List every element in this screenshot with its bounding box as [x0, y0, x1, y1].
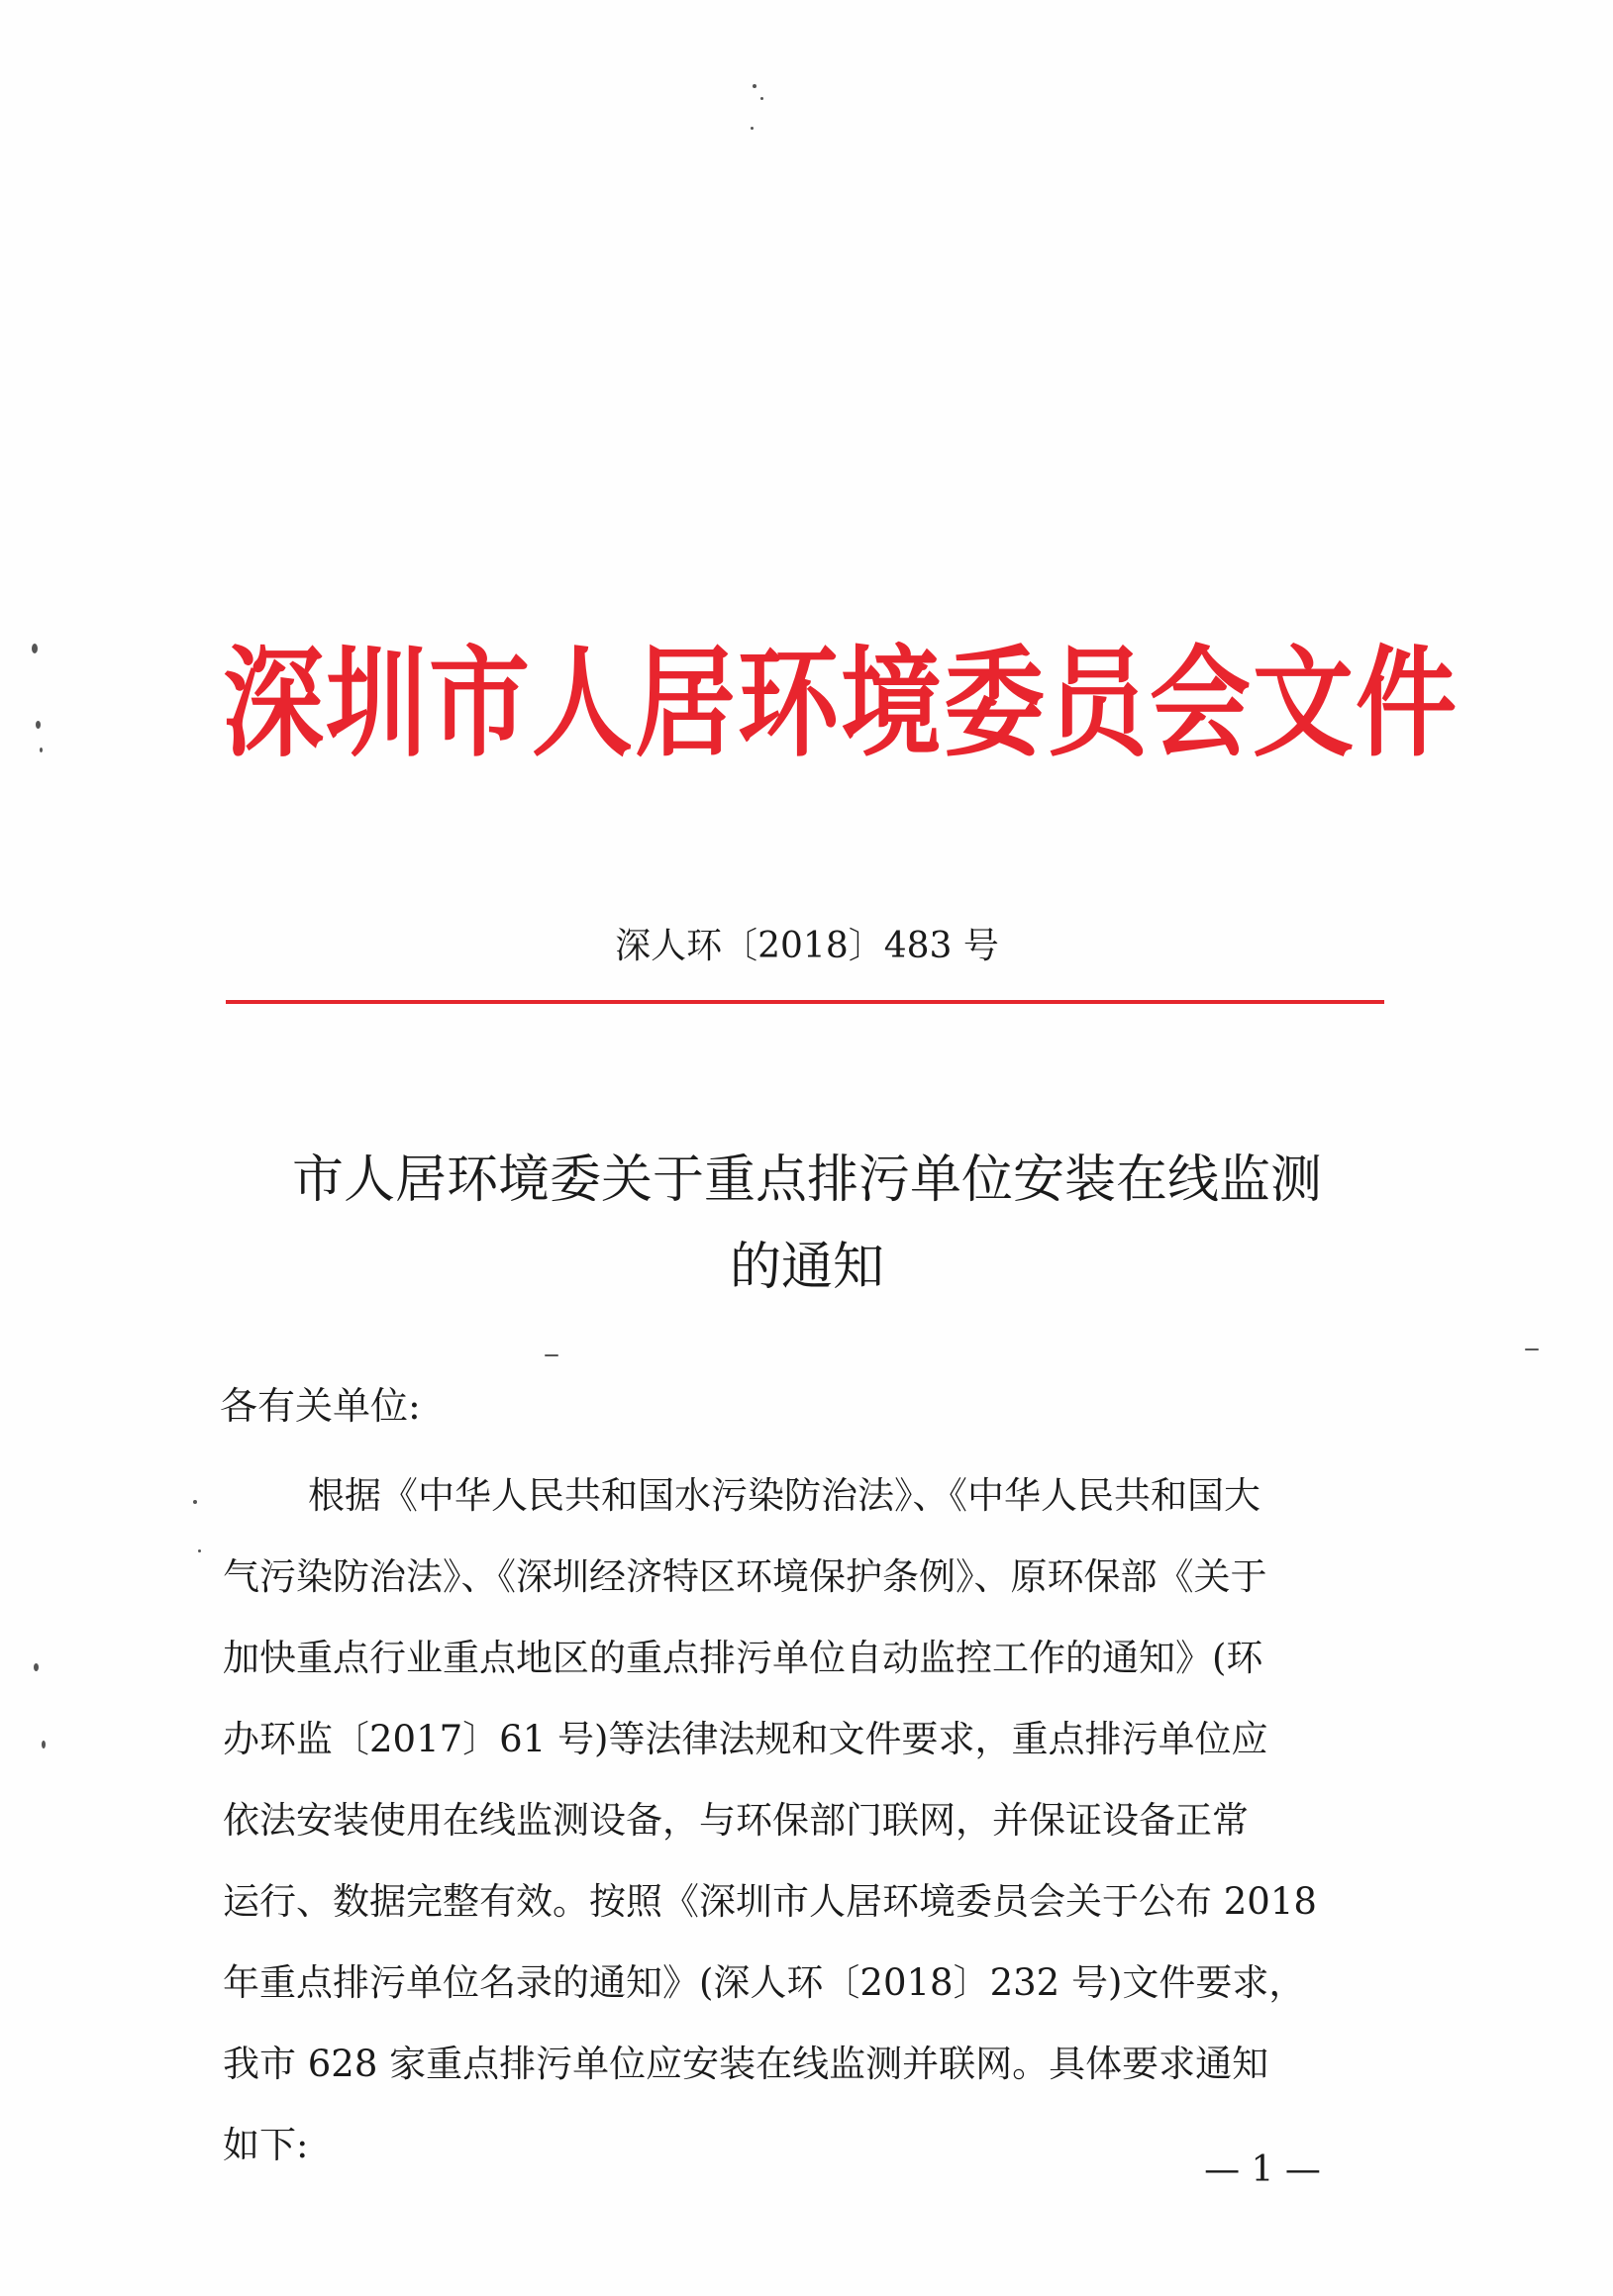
- body-line: 如下:: [223, 2124, 309, 2166]
- scan-speck: [760, 97, 763, 100]
- document-number: 深人环〔2018〕483 号: [615, 926, 999, 966]
- body-line: 我市 628 家重点排污单位应安装在线监测并联网。具体要求通知: [223, 2043, 1269, 2085]
- page-number: — 1 —: [1204, 2149, 1321, 2190]
- scan-speck: [545, 1354, 558, 1356]
- scan-speck: [42, 1741, 46, 1748]
- body-line: 加快重点行业重点地区的重点排污单位自动监控工作的通知》(环: [223, 1637, 1263, 1679]
- scan-speck: [198, 1549, 201, 1552]
- notice-title-line-2: 的通知: [729, 1238, 884, 1297]
- scan-speck: [40, 748, 43, 752]
- body-line: 根据《中华人民共和国水污染防治法》、《中华人民共和国大: [308, 1474, 1260, 1517]
- salutation: 各有关单位:: [220, 1384, 421, 1428]
- body-line: 办环监〔2017〕61 号)等法律法规和文件要求，重点排污单位应: [223, 1718, 1268, 1760]
- notice-title: [198, 1137, 1416, 1311]
- body-line: 运行、数据完整有效。按照《深圳市人居环境委员会关于公布 2018: [223, 1880, 1317, 1923]
- notice-title-line-1: 市人居环境委关于重点排污单位安装在线监测: [291, 1150, 1322, 1210]
- body-line: 年重点排污单位名录的通知》(深人环〔2018〕232 号)文件要求，: [223, 1961, 1306, 2004]
- scan-speck: [32, 644, 38, 653]
- body-paragraph: [223, 1455, 1391, 2186]
- scan-speck: [193, 1500, 197, 1504]
- body-line: 气污染防治法》、《深圳经济特区环境保护条例》、原环保部《关于: [223, 1555, 1267, 1598]
- red-separator-rule: [226, 1000, 1384, 1004]
- body-line: 依法安装使用在线监测设备，与环保部门联网，并保证设备正常: [223, 1799, 1249, 1842]
- masthead-title: 深圳市人居环境委员会文件: [223, 634, 1459, 774]
- scan-speck: [753, 84, 756, 88]
- scan-speck: [36, 721, 41, 729]
- scan-speck: [1525, 1348, 1539, 1350]
- scan-speck: [34, 1663, 39, 1671]
- scan-speck: [751, 127, 754, 130]
